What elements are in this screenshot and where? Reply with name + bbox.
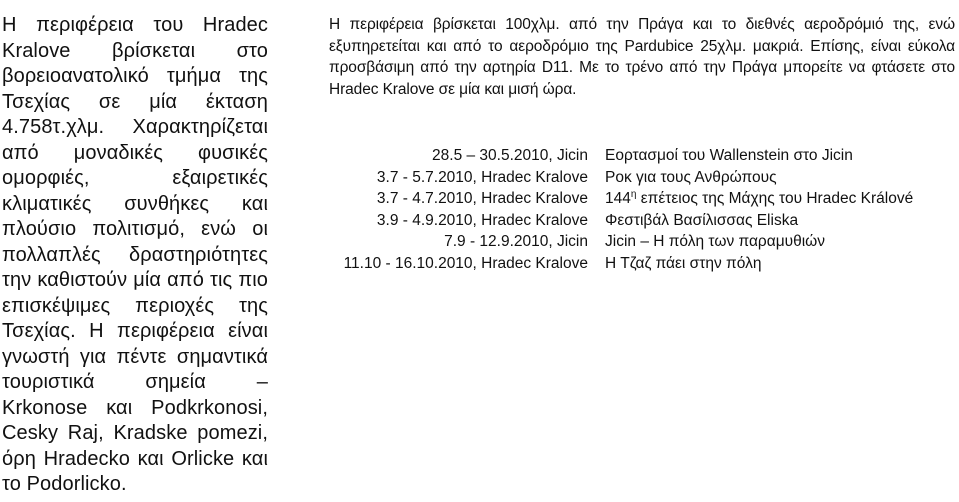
event-date: 3.7 - 4.7.2010, Hradec Kralove — [376, 190, 588, 207]
event-name: Εορτασμοί του Wallenstein στο Jicin — [605, 147, 853, 164]
travel-info-column — [329, 14, 955, 272]
event-row — [329, 167, 955, 189]
region-description — [2, 13, 268, 498]
event-name — [605, 188, 955, 210]
event-name: Η Τζαζ πάει στην πόλη — [605, 254, 762, 272]
event-date: 28.5 – 30.5.2010, Jicin — [432, 147, 588, 164]
event-date: 3.9 - 4.9.2010, Hradec Kralove — [376, 211, 588, 229]
event-name-number: 144 — [605, 190, 631, 207]
event-name-ordinal: η — [630, 188, 637, 200]
event-name: Jicin – Η πόλη των παραμυθιών — [605, 233, 826, 250]
event-date: 3.7 - 5.7.2010, Hradec Kralove — [376, 168, 588, 186]
event-row — [329, 145, 955, 167]
event-row — [329, 253, 955, 275]
event-row — [329, 210, 955, 232]
events-list — [329, 145, 955, 274]
event-name-rest: επέτειος της Μάχης του Hradec Králové — [636, 190, 914, 207]
region-description-text: Η περιφέρεια του Hradec Kralove βρίσκεται στο βορειοανατολικό τμήμα της Τσεχίας σε μία έκταση 4.758τ.χλμ. Χαρακτηρίζεται από μοναδικές φυσικές ομορφιές, εξαιρετικές κλιματικές συνθήκες και πλούσιο πολιτισμό, ενώ οι πολλαπλές δραστηριότητες την καθιστούν μία από τις πιο επισκέψιμες περιοχές της Τσεχίας. Η περιφέρεια είναι γνωστή για πέντε σημαντικά τουριστικά σημεία – Krkonose και Podkrkonosi, Cesky Raj, Kradske pomezi, όρη Hradecko και Orlicke και το Podorlicko. — [2, 14, 268, 495]
event-name: Ροκ για τους Ανθρώπους — [605, 168, 777, 186]
event-date: 7.9 - 12.9.2010, Jicin — [444, 233, 588, 250]
event-name: Φεστιβάλ Βασίλισσας Eliska — [605, 211, 799, 229]
event-row — [329, 231, 955, 253]
access-info-paragraph: Η περιφέρεια βρίσκεται 100χλμ. από την Πράγα και το διεθνές αεροδρόμιό της, ενώ εξυπηρετείται και από το αεροδρόμιο της Pardubice 25χλμ. μακριά. Επίσης, είναι εύκολα προσβάσιμη από την αρτηρία D11. Με το τρένο από την Πράγα μπορείτε να φτάσετε στο Hradec Kralove σε μία και μισή ώρα. — [329, 16, 955, 98]
event-date: 11.10 - 16.10.2010, Hradec Kralove — [343, 254, 588, 272]
event-row — [329, 188, 955, 210]
